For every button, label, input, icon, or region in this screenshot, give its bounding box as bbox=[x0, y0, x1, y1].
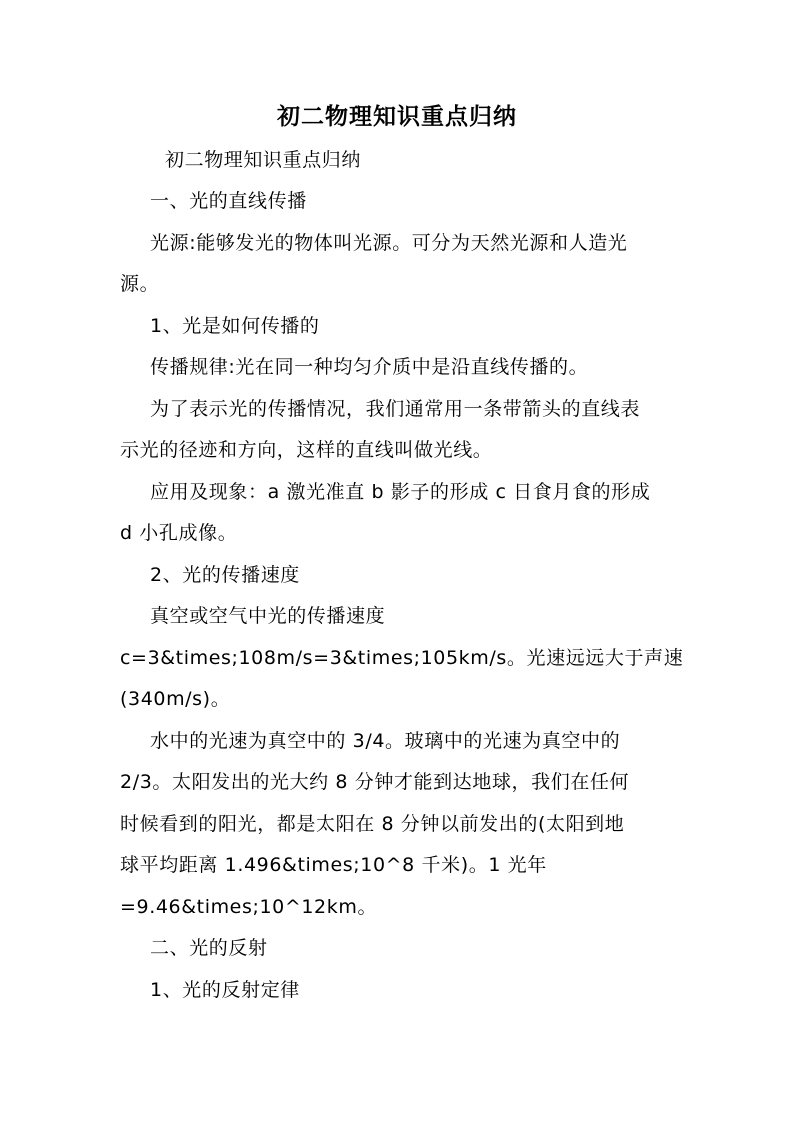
paragraph-line: 2/3。太阳发出的光大约 8 分钟才能到达地球，我们在任何 bbox=[120, 771, 630, 793]
section-heading: 二、光的反射 bbox=[150, 937, 268, 959]
page-title: 初二物理知识重点归纳 bbox=[277, 103, 517, 130]
subsection-heading: 1、光的反射定律 bbox=[150, 979, 300, 1001]
paragraph-line: d 小孔成像。 bbox=[120, 522, 238, 544]
paragraph-line: c=3&times;108m/s=3&times;105km/s。光速远远大于声速 bbox=[120, 647, 684, 669]
subsection-heading: 2、光的传播速度 bbox=[150, 564, 300, 586]
paragraph-line: 球平均距离 1.496&times;10^8 千米)。1 光年 bbox=[120, 854, 547, 876]
paragraph-line: 真空或空气中光的传播速度 bbox=[150, 605, 386, 627]
paragraph-line: 为了表示光的传播情况，我们通常用一条带箭头的直线表 bbox=[150, 398, 641, 420]
subsection-heading: 1、光是如何传播的 bbox=[150, 315, 320, 337]
paragraph-line: =9.46&times;10^12km。 bbox=[120, 896, 378, 918]
paragraph-line: 应用及现象：a 激光准直 b 影子的形成 c 日食月食的形成 bbox=[150, 481, 651, 503]
paragraph-line: 示光的径迹和方向，这样的直线叫做光线。 bbox=[120, 439, 493, 461]
subtitle-line: 初二物理知识重点归纳 bbox=[165, 149, 362, 171]
section-heading: 一、光的直线传播 bbox=[150, 190, 307, 212]
paragraph-line: (340m/s)。 bbox=[120, 688, 231, 710]
paragraph-line: 时候看到的阳光，都是太阳在 8 分钟以前发出的(太阳到地 bbox=[120, 813, 625, 835]
paragraph-line: 光源:能够发光的物体叫光源。可分为天然光源和人造光 bbox=[150, 232, 628, 254]
paragraph-line: 水中的光速为真空中的 3/4。玻璃中的光速为真空中的 bbox=[150, 730, 621, 752]
paragraph-line: 源。 bbox=[120, 273, 160, 295]
paragraph-line: 传播规律:光在同一种均匀介质中是沿直线传播的。 bbox=[150, 356, 589, 378]
